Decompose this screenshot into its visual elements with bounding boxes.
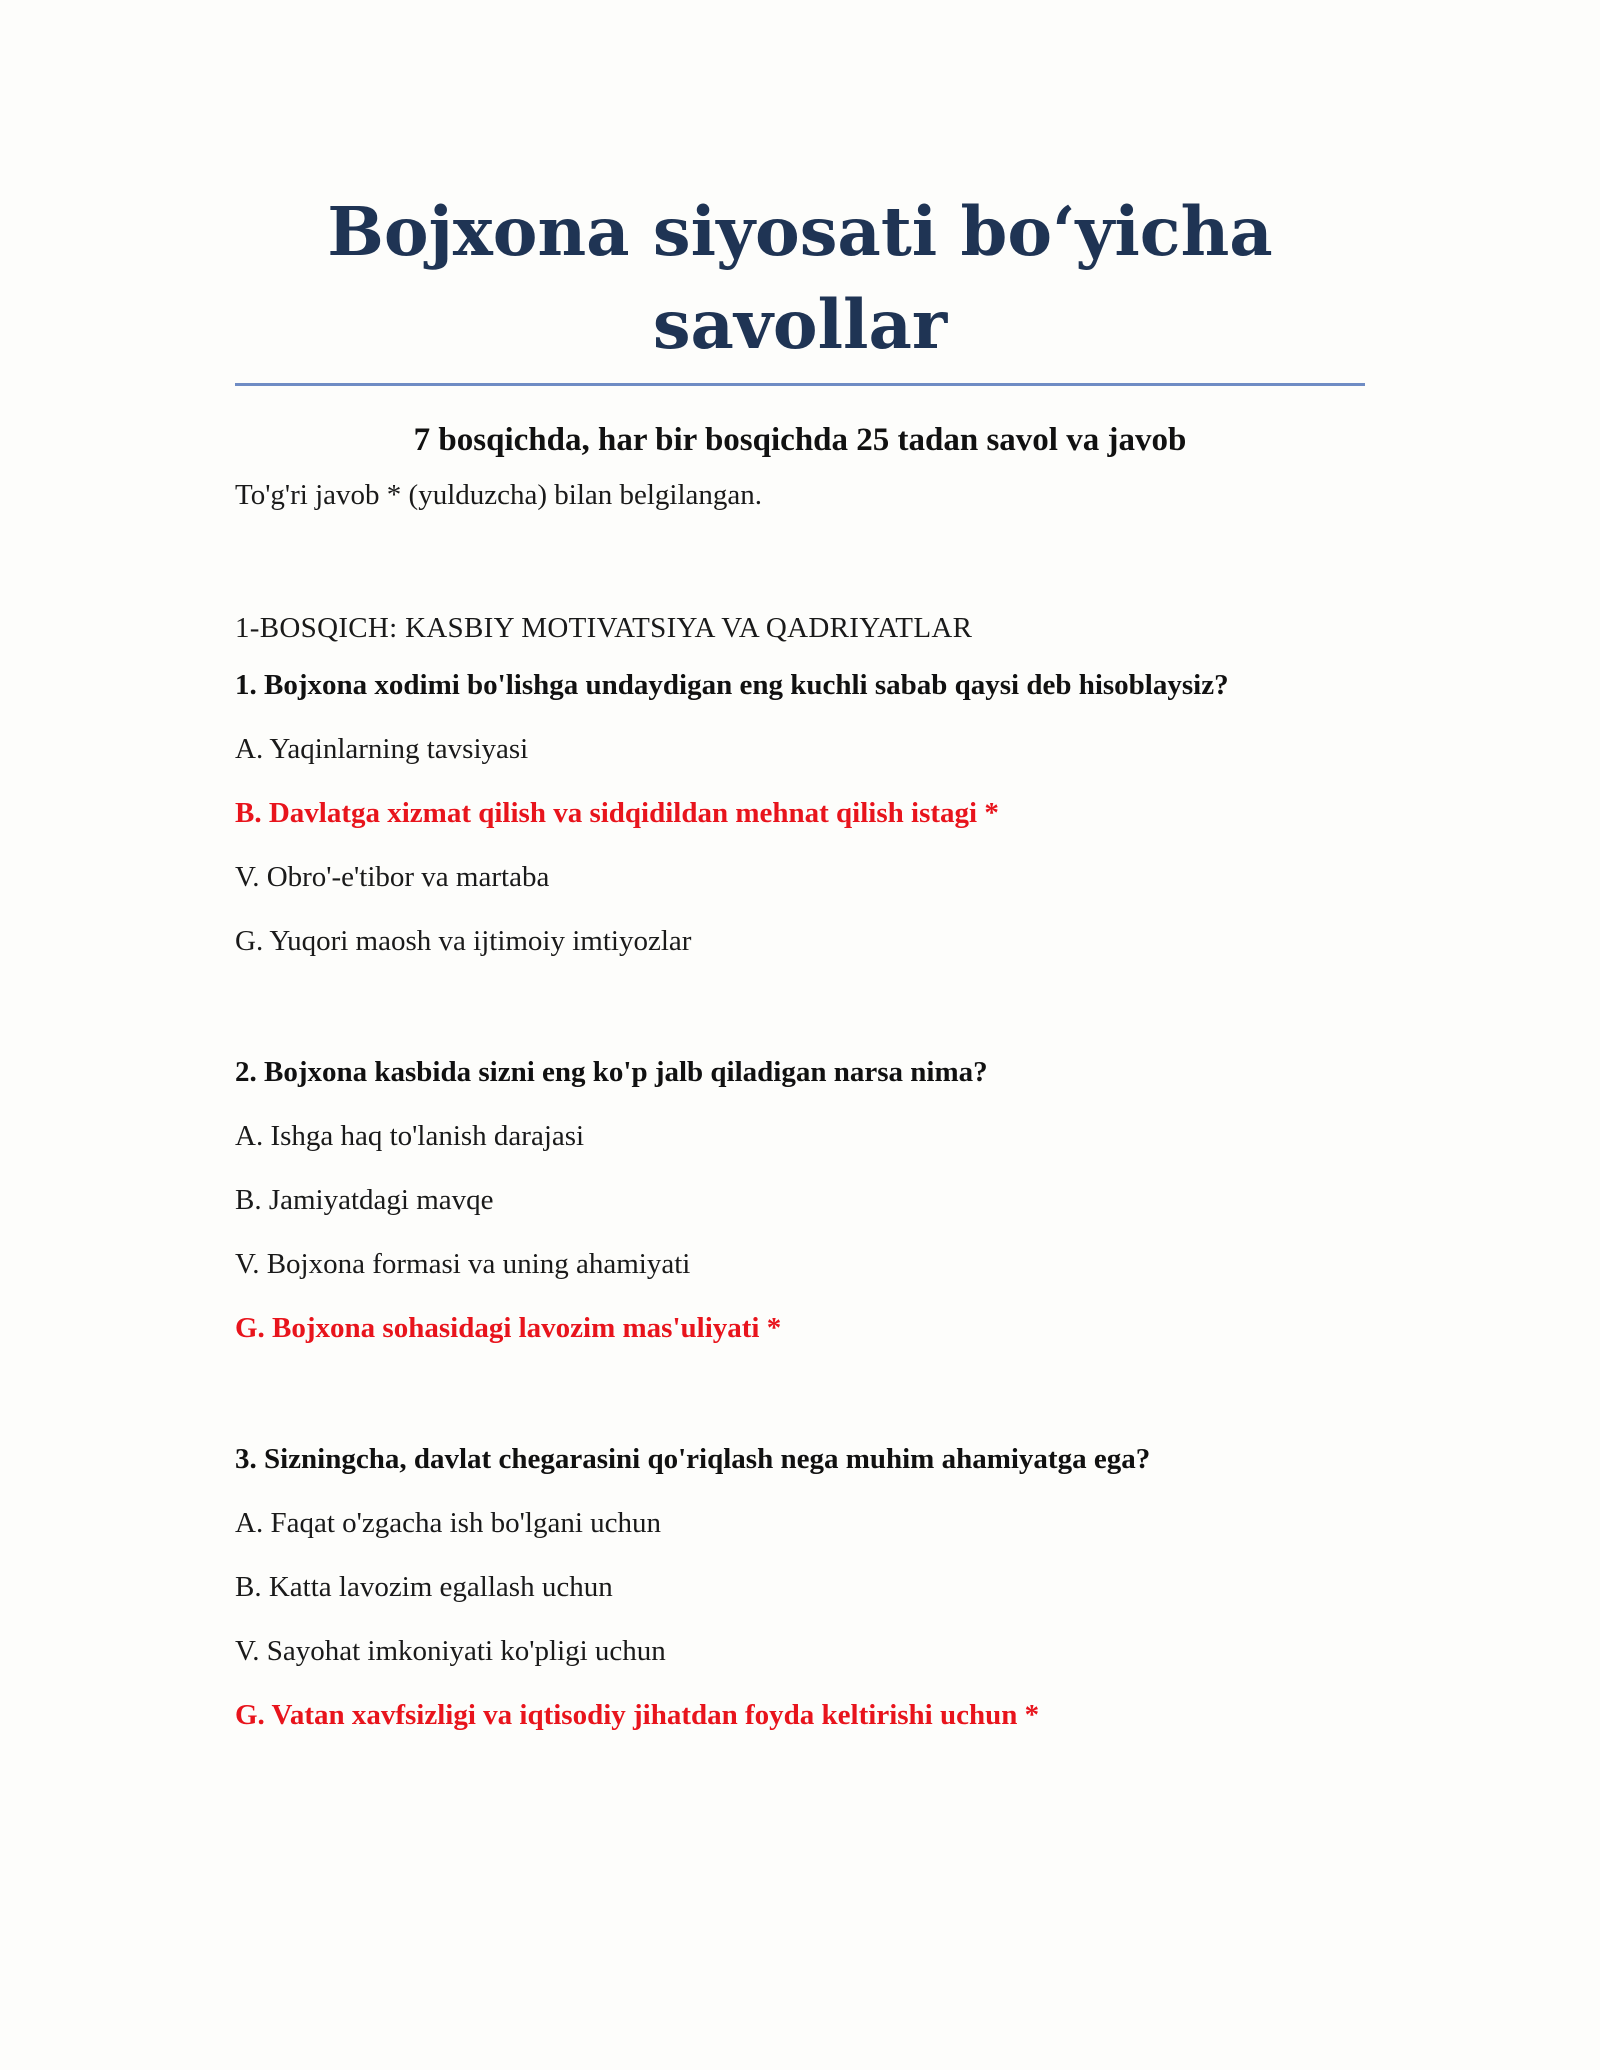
question-text: 3. Sizningcha, davlat chegarasini qo'riqlash nega muhim ahamiyatga ega? [235, 1443, 1151, 1475]
answer-option: B. Jamiyatdagi mavqe [235, 1184, 494, 1216]
answer-option: V. Bojxona formasi va uning ahamiyati [235, 1248, 691, 1280]
correct-answer-option: G. Vatan xavfsizligi va iqtisodiy jihatdan foyda keltirishi uchun * [235, 1699, 1040, 1731]
document-subtitle: 7 bosqichda, har bir bosqichda 25 tadan savol va javob [413, 422, 1187, 458]
title-divider [235, 383, 1365, 386]
stage-heading: 1-BOSQICH: KASBIY MOTIVATSIYA VA QADRIYATLAR [235, 612, 973, 644]
answer-key-note: To'g'ri javob * (yulduzcha) bilan belgilangan. [235, 479, 763, 511]
question-block-3 [235, 1443, 1365, 1732]
document-title: Bojxona siyosati bo‘yicha savollar [327, 192, 1273, 364]
correct-answer-option: G. Bojxona sohasidagi lavozim mas'uliyati * [235, 1312, 782, 1344]
question-block-2 [235, 1056, 1365, 1345]
question-text: 1. Bojxona xodimi bo'lishga undaydigan eng kuchli sabab qaysi deb hisoblaysiz? [235, 669, 1229, 701]
answer-option: G. Yuqori maosh va ijtimoiy imtiyozlar [235, 925, 692, 957]
answer-option: V. Obro'-e'tibor va martaba [235, 861, 550, 893]
answer-option: A. Ishga haq to'lanish darajasi [235, 1120, 585, 1152]
answer-option: V. Sayohat imkoniyati ko'pligi uchun [235, 1635, 666, 1667]
answer-option: B. Katta lavozim egallash uchun [235, 1571, 613, 1603]
answer-option: A. Faqat o'zgacha ish bo'lgani uchun [235, 1507, 662, 1539]
question-text: 2. Bojxona kasbida sizni eng ko'p jalb qiladigan narsa nima? [235, 1056, 988, 1088]
answer-option: A. Yaqinlarning tavsiyasi [235, 733, 529, 765]
correct-answer-option: B. Davlatga xizmat qilish va sidqidildan mehnat qilish istagi * [235, 797, 999, 829]
question-block-1 [235, 669, 1365, 958]
document-content [235, 185, 1365, 1732]
